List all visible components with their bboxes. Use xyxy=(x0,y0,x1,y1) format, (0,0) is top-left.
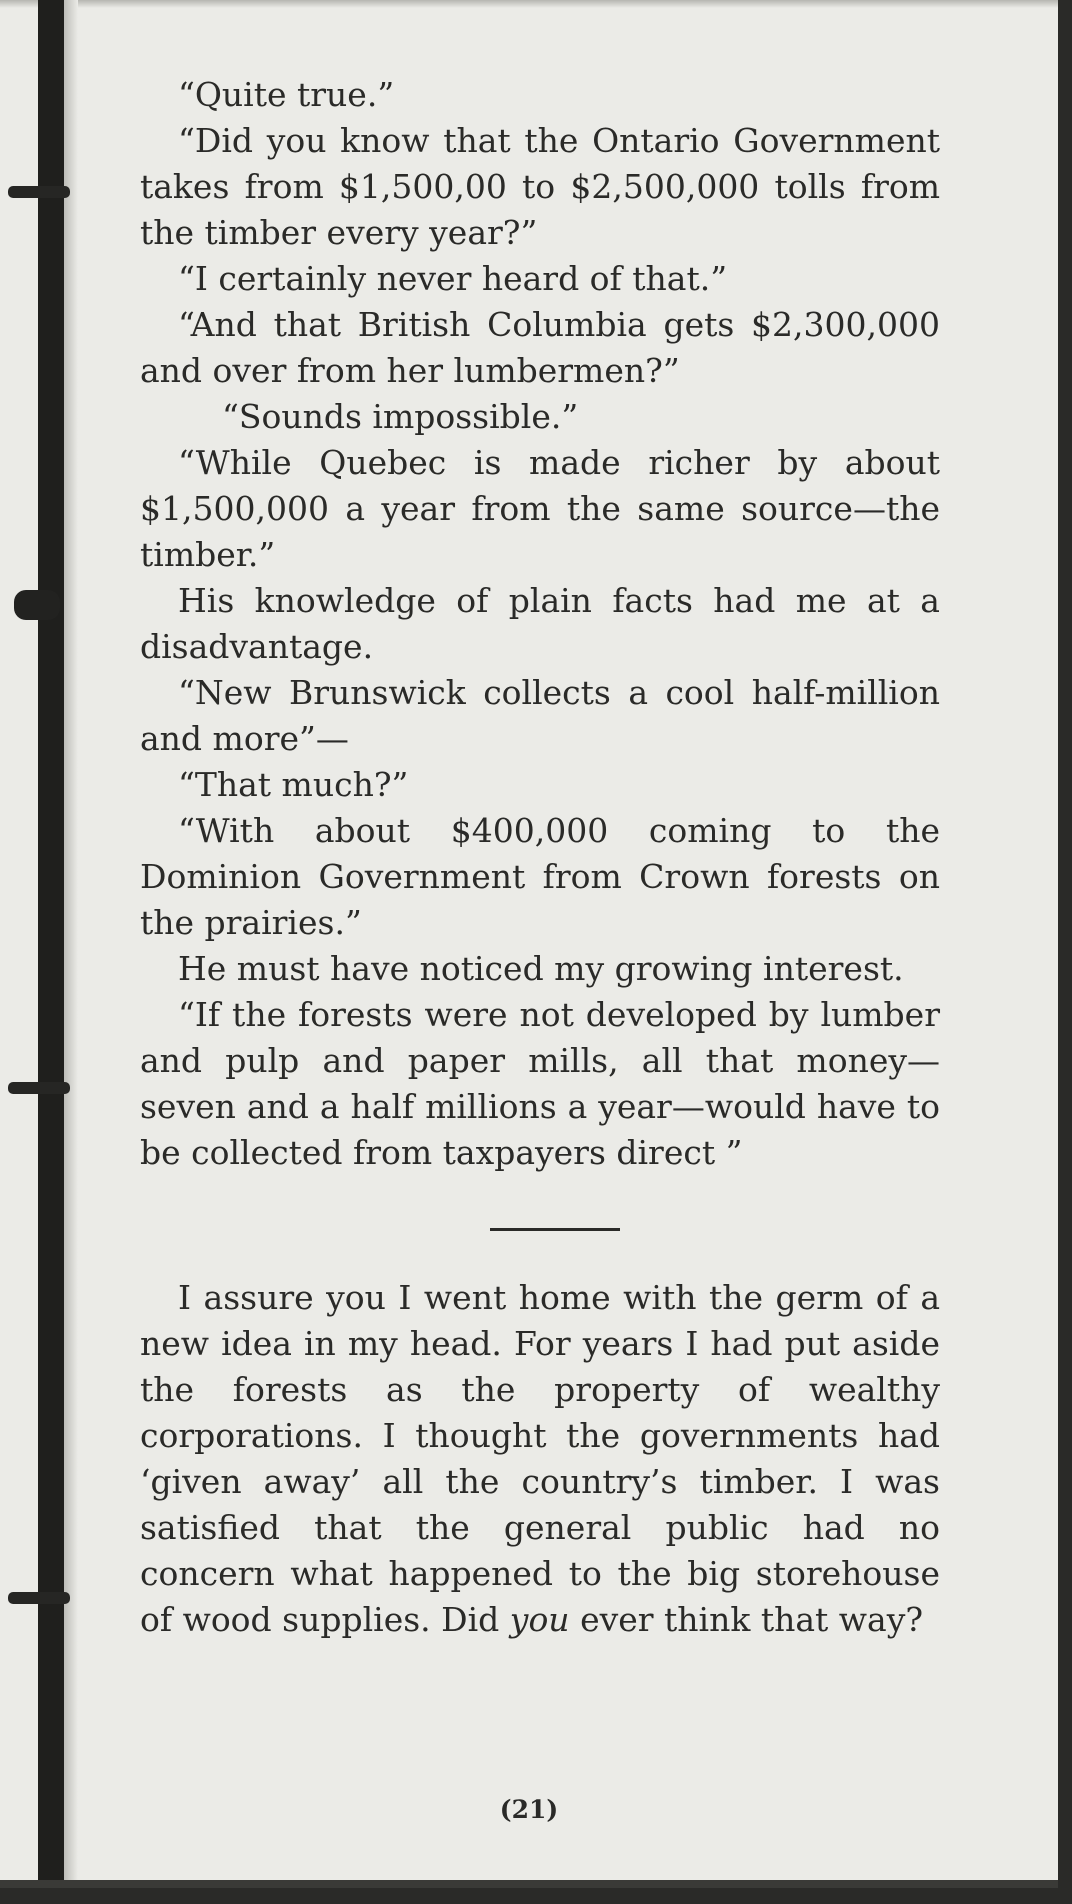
dialogue-paragraph: “While Quebec is made richer by about $1,500,000 a year from the same source—the timber.” xyxy=(140,443,940,574)
section-divider xyxy=(490,1228,620,1231)
binding-staple xyxy=(8,1592,70,1604)
binding-staple xyxy=(8,186,70,198)
binding-shadow xyxy=(64,0,78,1888)
dialogue-paragraph: “Did you know that the Ontario Government takes from $1,500,00 to $2,500,000 tolls from the timber every year?” xyxy=(140,121,940,252)
dialogue-paragraph: “And that British Columbia gets $2,300,000 and over from her lumbermen?” xyxy=(140,305,940,390)
emphasized-word: you xyxy=(509,1600,570,1639)
dialogue-paragraph: “New Brunswick collects a cool half-million and more”— xyxy=(140,673,940,758)
closing-text-end: ever think that way? xyxy=(580,1600,924,1639)
dialogue-paragraph: “That much?” xyxy=(178,765,409,804)
closing-text: I assure you I went home with the germ of a new idea in my head. For years I had put aside the forests as the property of wealthy corporations. I thought the governments had ‘given away’ all the country’s timber. I was satisfied that the general public had no concern what happened to the big storehouse of wood supplies. Did xyxy=(140,1278,940,1639)
closing-paragraph xyxy=(140,1275,940,1643)
dialogue-paragraph: “Sounds impossible.” xyxy=(222,397,579,436)
binding-staple xyxy=(14,590,60,620)
dialogue-paragraph: “Quite true.” xyxy=(178,75,395,114)
page-body-text xyxy=(140,72,940,1643)
narration-paragraph: He must have noticed my growing interest. xyxy=(178,949,904,988)
dialogue-paragraph: “If the forests were not developed by lumber and pulp and paper mills, all that money—seven and a half millions a year—would have to be collected from taxpayers direct ” xyxy=(140,995,940,1172)
narration-paragraph: His knowledge of plain facts had me at a disadvantage. xyxy=(140,581,940,666)
book-binding xyxy=(38,0,64,1888)
page-top-edge xyxy=(0,0,1058,8)
dialogue-paragraph: “I certainly never heard of that.” xyxy=(178,259,728,298)
binding-staple xyxy=(8,1082,70,1094)
page-bottom-edge xyxy=(0,1880,1058,1888)
dialogue-paragraph: “With about $400,000 coming to the Dominion Government from Crown forests on the prairies.” xyxy=(140,811,940,942)
page-number: (21) xyxy=(499,1795,559,1824)
